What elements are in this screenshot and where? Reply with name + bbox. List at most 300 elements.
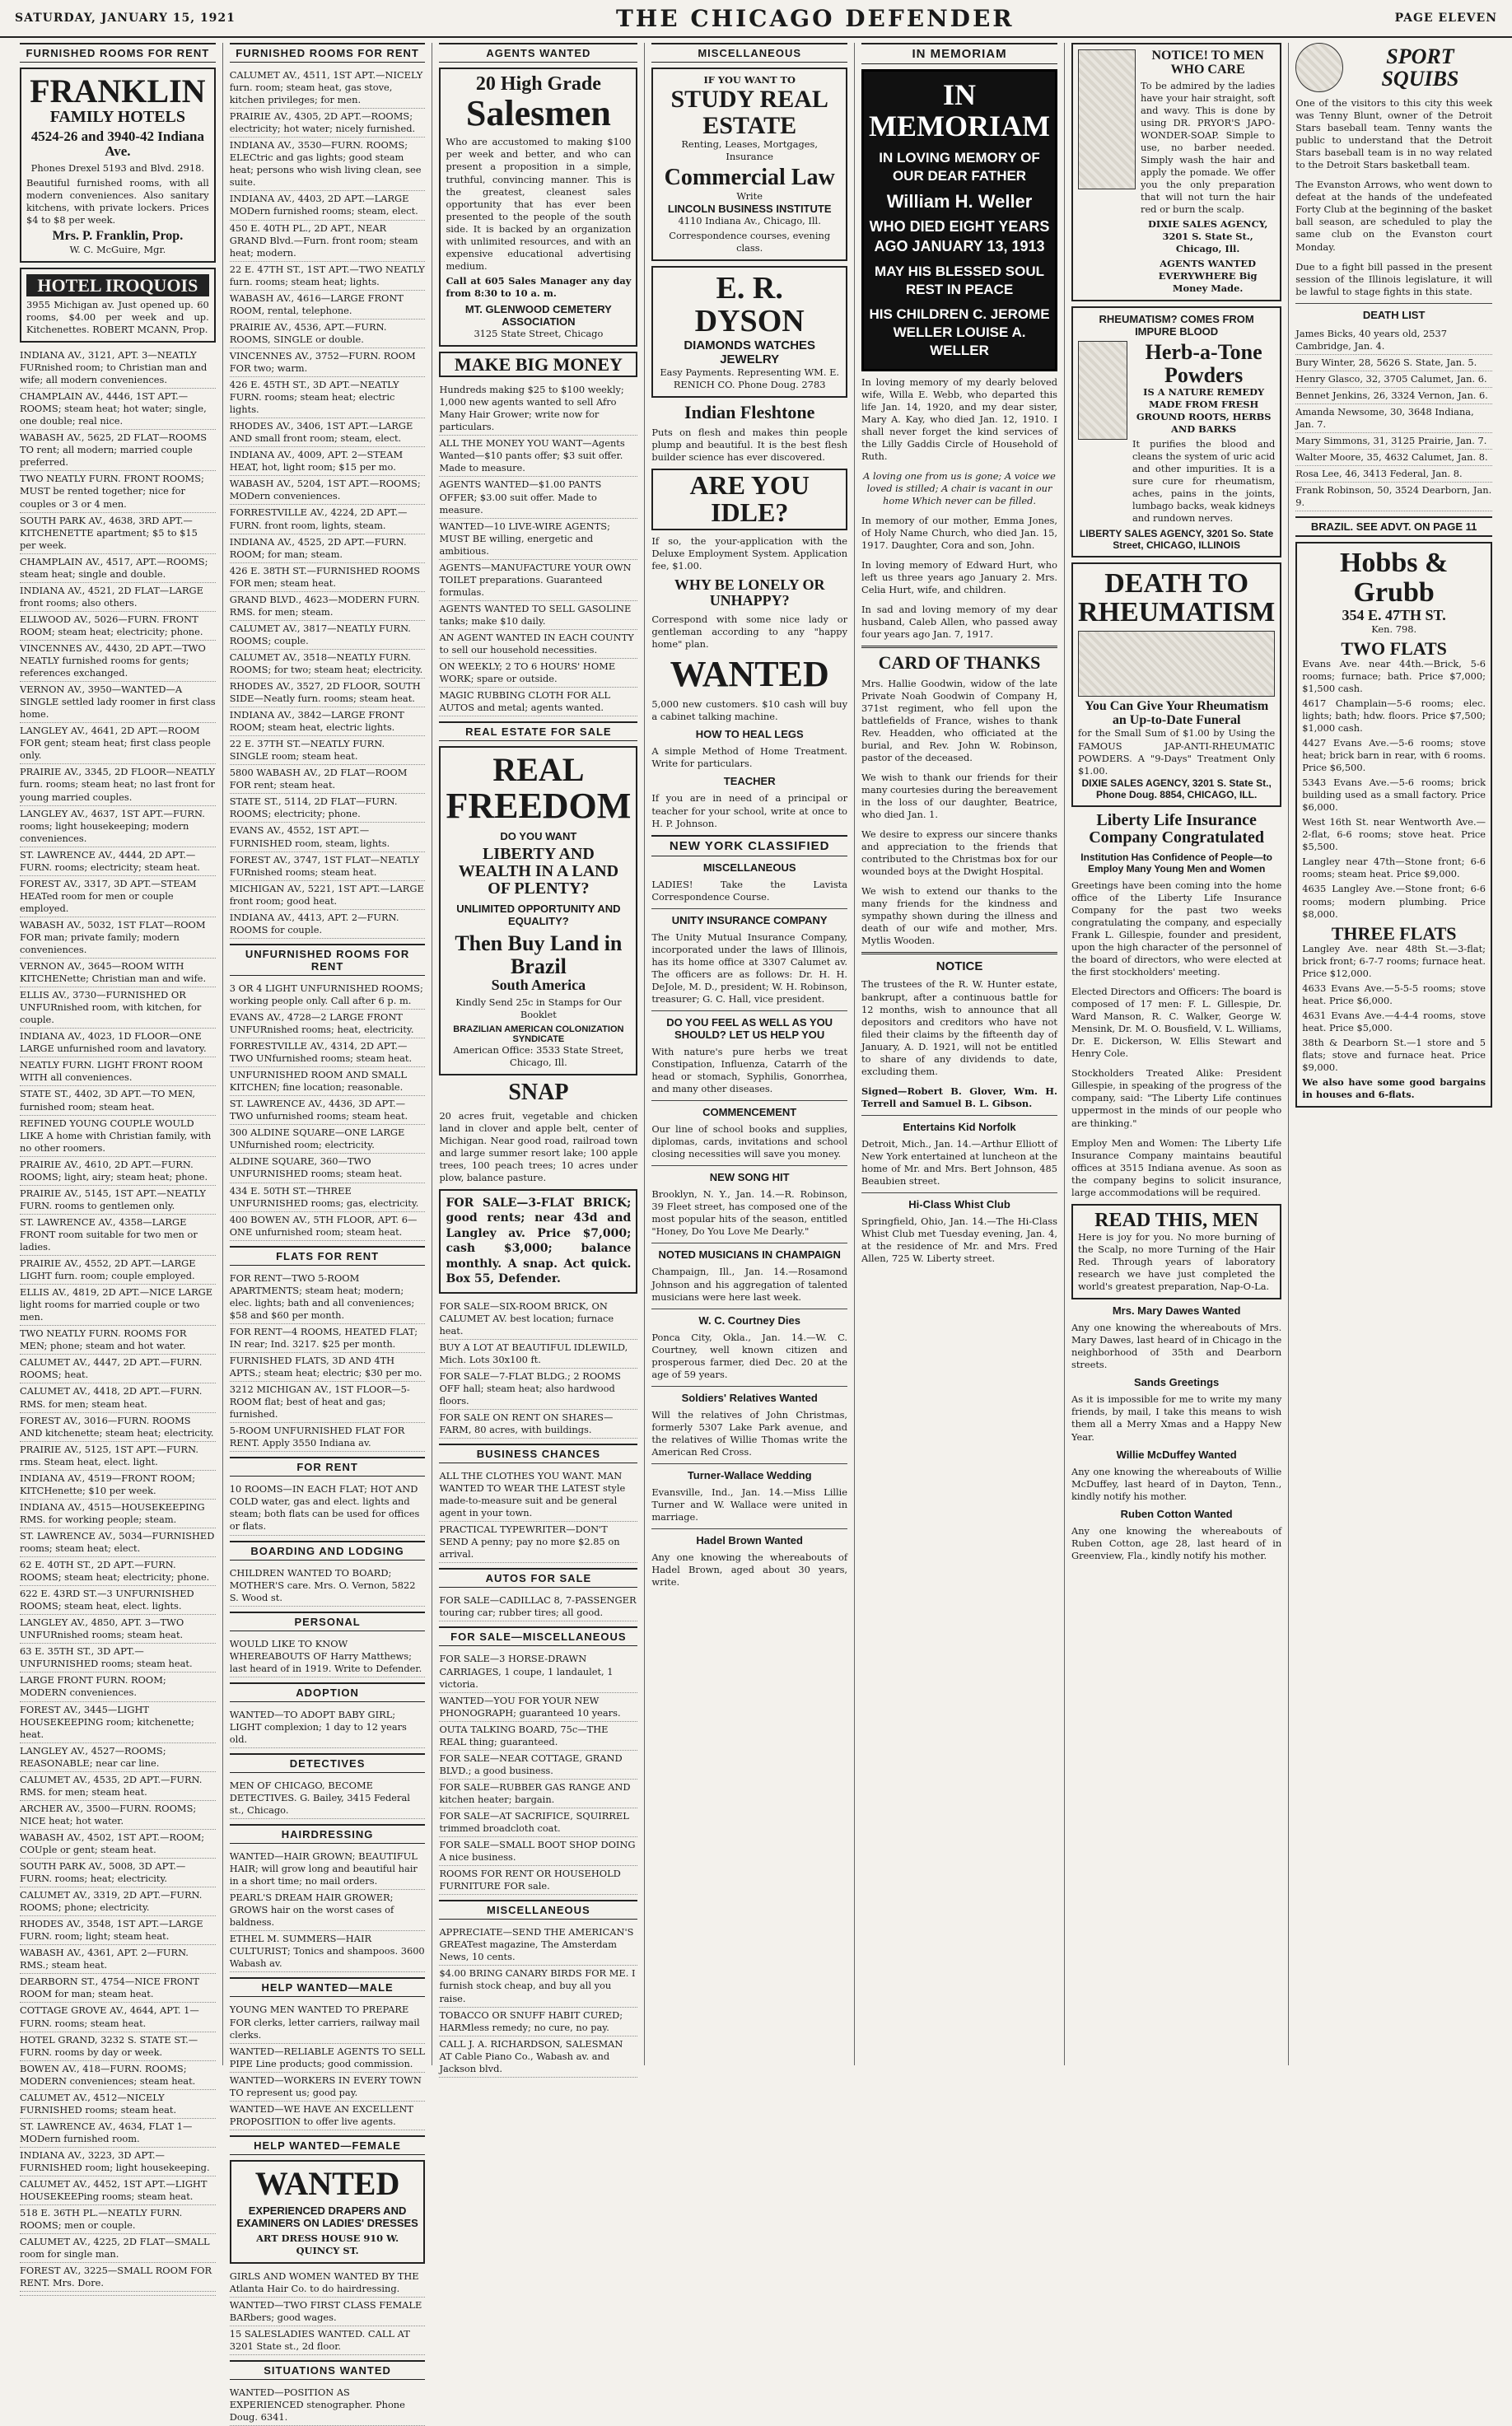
newspaper-columns	[13, 43, 1499, 2424]
soldiers-body: Will the relatives of John Christmas, formerly 5307 Lake Park avenue, and the relatives of Willie Thomas write the American Red Cross.	[651, 1408, 848, 1458]
song-title: NEW SONG HIT	[709, 1171, 790, 1184]
classified-ad: Hundreds making $25 to $100 weekly; 1,000 new agents wanted to sell Afro Many Hair Grower; write now for particulars.	[439, 382, 637, 436]
classified-ad: 300 ALDINE SQUARE—ONE LARGE UNfurnished room; electricity.	[230, 1125, 426, 1154]
section-header: UNFURNISHED ROOMS FOR RENT	[230, 944, 426, 976]
section-header: NEW YORK CLASSIFIED	[651, 835, 847, 856]
classified-ad: INDIANA AV., 4521, 2D FLAT—LARGE front rooms; also others.	[20, 583, 216, 612]
section-header: BOARDING AND LODGING	[230, 1541, 426, 1561]
snap-title: SNAP	[508, 1080, 569, 1106]
classified-ad: LARGE FRONT FURN. ROOM; MODERN conveniences.	[20, 1673, 216, 1701]
page-number: PAGE ELEVEN	[1394, 12, 1497, 25]
ad-subtitle: You Can Give Your Rheumatism an Up-to-Date Funeral	[1085, 698, 1269, 727]
classified-ad: ELLWOOD AV., 5026—FURN. FRONT ROOM; steam heat; electricity; phone.	[20, 612, 216, 641]
section-header: AGENTS WANTED	[439, 43, 637, 63]
ad-address: 354 E. 47TH ST.	[1342, 606, 1446, 623]
sport-squibs-header	[1295, 43, 1492, 92]
section-header: PERSONAL	[230, 1612, 426, 1631]
classified-list	[230, 68, 426, 939]
wanted-title: WANTED	[670, 654, 829, 695]
section-header: IN MEMORIAM	[861, 43, 1057, 64]
classified-ad: WANTED—WORKERS IN EVERY TOWN TO represent us; good pay.	[230, 2073, 426, 2102]
classified-ad: FOR RENT—4 ROOMS, HEATED FLAT; IN rear; Ind. 3217. $25 per month.	[230, 1324, 426, 1353]
cotton-body: Any one knowing the whereabouts of Ruben Cotton, age 28, last heard of in Greenview, Fla., kindly notify his mother.	[1071, 1524, 1282, 1561]
ad-agents: AGENTS WANTED EVERYWHERE Big Money Made.	[1158, 258, 1258, 295]
classified-ad: INDIANA AV., 4413, APT. 2—FURN. ROOMS for couple.	[230, 910, 426, 939]
section-header: BUSINESS CHANCES	[439, 1444, 637, 1463]
list-item: Bennet Jenkins, 26, 3324 Vernon, Jan. 6.	[1295, 388, 1492, 404]
men-who-care-ad	[1071, 43, 1281, 301]
ad-title-2: Commercial Law	[664, 165, 835, 191]
idle-body: If so, the your-application with the Deluxe Employment System. Application fee, $1.00.	[651, 535, 848, 572]
classified-ad: INDIANA AV., 4023, 1D FLOOR—ONE LARGE unfurnished room and lavatory.	[20, 1029, 216, 1057]
sands-title: Sands Greetings	[1133, 1376, 1220, 1389]
ad-org: LINCOLN BUSINESS INSTITUTE	[667, 202, 832, 215]
classified-ad: RHODES AV., 3548, 1ST APT.—LARGE FURN. room; light; steam heat.	[20, 1916, 216, 1945]
column-6	[1065, 43, 1289, 2065]
classified-ad: COTTAGE GROVE AV., 4644, APT. 1—FURN. rooms; steam heat.	[20, 2003, 216, 2032]
column-4	[645, 43, 855, 2065]
thanks-text: We desire to express our sincere thanks and appreciation to the friends that contributed to the Christmas box for our wounded boys at the Dwight Hospital.	[861, 828, 1057, 878]
section-header: REAL ESTATE FOR SALE	[439, 721, 637, 741]
ad-title: STUDY REAL ESTATE	[670, 86, 828, 139]
list-item: 4427 Evans Ave.—5-6 rooms; stove heat; brick barn in rear, with 6 rooms. Price $6,500.	[1302, 736, 1486, 774]
lonely-title: WHY BE LONELY OR UNHAPPY?	[674, 576, 825, 609]
list-item: Walter Moore, 35, 4632 Calumet, Jan. 8.	[1295, 450, 1492, 466]
classified-ad: ROOMS FOR RENT OR HOUSEHOLD FURNITURE FOR sale.	[439, 1866, 637, 1895]
classified-ad: LANGLEY AV., 4637, 1ST APT.—FURN. rooms; light housekeeping; modern conveniences.	[20, 806, 216, 847]
musicians-body: Champaign, Ill., Jan. 14.—Rosamond Johnson and his aggregation of talented musicians were here last week.	[651, 1266, 848, 1303]
classified-ad: INDIANA AV., 3223, 3D APT.—FURNISHED room; light housekeeping.	[20, 2148, 216, 2176]
classified-ad	[20, 2292, 216, 2296]
classified-ad: FOR RENT—TWO 5-ROOM APARTMENTS; steam heat; modern; elec. lights; bath and all conveniences; $58 and $60 per month.	[230, 1271, 426, 1324]
classified-ad: 3 OR 4 LIGHT UNFURNISHED ROOMS; working people only. Call after 6 p. m.	[230, 981, 426, 1010]
ad-body: for the Small Sum of $1.00 by Using the FAMOUS JAP-ANTI-RHEUMATIC POWDERS. A "9-Days" Treatment Only $1.00.	[1078, 727, 1276, 777]
ad-manager: W. C. McGuire, Mgr.	[69, 243, 166, 255]
classified-ad: CHILDREN WANTED TO BOARD; MOTHER'S care. Mrs. O. Vernon, 5822 S. Wood st.	[230, 1565, 426, 1607]
liberty-text: Stockholders Treated Alike: President Gillespie, in speaking of the progress of the company, said: "The Liberty Life continues uppermost in the minds of our people who are thinking."	[1071, 1067, 1282, 1129]
classified-ad: INDIANA AV., 4525, 2D APT.—FURN. ROOM; for man; steam.	[230, 534, 426, 563]
classified-ad: 400 BOWEN AV., 5TH FLOOR, APT. 6—ONE unfurnished room; steam heat.	[230, 1212, 426, 1241]
memorial-name: William H. Weller	[886, 190, 1033, 212]
classified-ad: INDIANA AV., 3121, APT. 3—NEATLY FURnished room; to Christian man and wife; all modern conveniences.	[20, 348, 216, 389]
sport-text: Due to a fight bill passed in the present session of the Illinois legislature, it will be lawful to stage fights in this state.	[1295, 260, 1492, 297]
ad-address: American Office: 3533 State Street, Chicago, Ill.	[453, 1044, 624, 1069]
death-to-rheumatism-ad	[1071, 562, 1281, 807]
list-item: Langley Ave. near 48th St.—3-flat; brick front; 6-7-7 rooms; furnace heat. Price $12,000.	[1302, 942, 1486, 979]
classified-ad: WANTED—TWO FIRST CLASS FEMALE BARbers; good wages.	[230, 2298, 426, 2326]
classified-ad: FOR SALE—7-FLAT BLDG.; 2 ROOMS OFF hall; steam heat; also hardwood floors.	[439, 1369, 637, 1410]
ad-call: Call at 605 Sales Manager any day from 8:30 to 10 a. m.	[446, 274, 632, 299]
classified-ad: AGENTS WANTED—$1.00 PANTS OFFER; $3.00 suit offer. Made to measure.	[439, 477, 637, 518]
classified-ad: WABASH AV., 4361, APT. 2—FURN. RMS.; steam heat.	[20, 1945, 216, 1974]
fleshtone-body: Puts on flesh and makes thin people plump and beautiful. It is the best flesh builder science has ever discovered.	[651, 426, 848, 463]
ad-title: Hobbs & Grubb	[1339, 548, 1449, 608]
classified-ad: STATE ST., 4402, 3D APT.—TO MEN, furnished room; steam heat.	[20, 1086, 216, 1115]
list-item: 4617 Champlain—5-6 rooms; elec. lights; bath; hdw. floors. Price $7,500; $1,000 cash.	[1302, 697, 1486, 734]
classified-ad: 622 E. 43RD ST.—3 UNFURNISHED ROOMS; steam heat, elect. lights.	[20, 1586, 216, 1615]
section-subheader: MISCELLANEOUS	[702, 861, 796, 874]
section-header: FURNISHED ROOMS FOR RENT	[20, 43, 216, 63]
ad-pretitle: RHEUMATISM? COMES FROM IMPURE BLOOD	[1099, 313, 1254, 338]
classified-ad: FOR SALE—RUBBER GAS RANGE AND kitchen heater; bargain.	[439, 1780, 637, 1808]
classified-ad: SOUTH PARK AV., 4638, 3RD APT.—KITCHENETTE apartment; $5 to $15 per week.	[20, 513, 216, 554]
section-header: ADOPTION	[230, 1682, 426, 1702]
classified-ad: WANTED—YOU FOR YOUR NEW PHONOGRAPH; guaranteed 10 years.	[439, 1693, 637, 1722]
classified-ad: FOR SALE—CADILLAC 8, 7-PASSENGER touring car; rubber tires; all good.	[439, 1593, 637, 1621]
section-header: FLATS FOR RENT	[230, 1246, 426, 1266]
song-body: Brooklyn, N. Y., Jan. 14.—R. Robinson, 39 Fleet street, has composed one of the most popular hits of the season, entitled "Honey, Do You Love Me Dearly."	[651, 1188, 848, 1238]
classified-ad: WANTED—POSITION AS EXPERIENCED stenographer. Phone Doug. 6341.	[230, 2385, 426, 2426]
classified-ad: ARCHER AV., 3500—FURN. ROOMS; NICE heat; hot water.	[20, 1801, 216, 1830]
classified-ad: ALL THE MONEY YOU WANT—Agents Wanted—$10 pants offer; $3 suit offer. Made to measure.	[439, 436, 637, 477]
unity-title: UNITY INSURANCE COMPANY	[671, 913, 828, 926]
classified-ad: EVANS AV., 4552, 1ST APT.—FURNISHED room, steam, lights.	[230, 823, 426, 851]
list-item: 4635 Langley Ave.—Stone front; 6-6 rooms; modern plumbing. Price $8,000.	[1302, 883, 1486, 920]
ad-title: DEATH TO RHEUMATISM	[1078, 567, 1276, 628]
classified-ad: FOR SALE—3 HORSE-DRAWN CARRIAGES, 1 coupe, 1 landaulet, 1 victoria.	[439, 1651, 637, 1692]
classified-ad: STATE ST., 5114, 2D FLAT—FURN. ROOMS; electricity; phone.	[230, 794, 426, 823]
classified-ad: VERNON AV., 3950—WANTED—A SINGLE settled lady roomer in first class home.	[20, 682, 216, 723]
ad-agency: DIXIE SALES AGENCY, 3201 S. State St., Chicago, Ill.	[1147, 218, 1268, 255]
ad-pretitle: REAL	[492, 751, 585, 789]
classified-ad: CALUMET AV., 3319, 2D APT.—FURN. ROOMS; phone; electricity.	[20, 1887, 216, 1916]
memorial-line: HIS CHILDREN C. JEROME WELLER LOUISE A. WELLER	[869, 306, 1050, 359]
classified-ad: CHAMPLAIN AV., 4446, 1ST APT.—ROOMS; steam heat; hot water; single, one double; real nice.	[20, 389, 216, 430]
classified-ad: ALDINE SQUARE, 360—TWO UNFURNISHED rooms; steam heat.	[230, 1154, 426, 1183]
classified-ad: WOULD LIKE TO KNOW WHEREABOUTS OF Harry Matthews; last heard of in 1919. Write to Defender.	[230, 1636, 426, 1677]
ad-phone: Phones Drexel 5193 and Blvd. 2918.	[30, 161, 205, 174]
classified-ad: 518 E. 36TH PL.—NEATLY FURN. ROOMS; men or couple.	[20, 2205, 216, 2234]
classified-ad: PEARL'S DREAM HAIR GROWER; GROWS hair on the worst cases of baldness.	[230, 1890, 426, 1931]
classified-ad: INDIANA AV., 3842—LARGE FRONT ROOM; steam heat, electric lights.	[230, 707, 426, 736]
classified-ad: 10 ROOMS—IN EACH FLAT; HOT AND COLD water, gas and elect. lights and steam; both flats can be used for offices or flats.	[230, 1481, 426, 1535]
classified-ad: FOR SALE—SMALL BOOT SHOP DOING A nice business.	[439, 1837, 637, 1866]
feel-well-body: With nature's pure herbs we treat Constipation, Influenza, Catarrh of the head or stomach, Syphilis, Gonorrhea, and many other diseases.	[651, 1045, 848, 1095]
classified-ad: SOUTH PARK AV., 5008, 3D APT.—FURN. rooms; heat; electricity.	[20, 1859, 216, 1887]
classified-ad: FOREST AV., 3016—FURN. ROOMS AND kitchenette; steam heat; electricity.	[20, 1413, 216, 1442]
classified-list	[230, 1271, 426, 1453]
whist-body: Springfield, Ohio, Jan. 14.—The Hi-Class Whist Club met Tuesday evening, Jan. 4, at the residence of Mr. and Mrs. Fred Allen, 725 W. Liberty street.	[861, 1215, 1057, 1265]
classified-ad: ST. LAWRENCE AV., 4444, 2D APT.—FURN. rooms; electricity; steam heat.	[20, 847, 216, 876]
classified-ad: WANTED—WE HAVE AN EXCELLENT PROPOSITION to offer live agents.	[230, 2102, 426, 2130]
classified-ad: RHODES AV., 3527, 2D FLOOR, SOUTH SIDE—Neatly furn. rooms; steam heat.	[230, 679, 426, 707]
section-header: HELP WANTED—MALE	[230, 1977, 426, 1997]
classified-ad: FOR SALE—AT SACRIFICE, SQUIRREL trimmed broadcloth coat.	[439, 1808, 637, 1837]
section-header: FOR RENT	[230, 1457, 426, 1477]
thanks-text: We wish to extend our thanks to the many friends for the kindness and sympathy shown during the illness and death of our wife and mother, Mrs. Mytlis Wooden.	[861, 885, 1057, 947]
classified-ad: WABASH AV., 4502, 1ST APT.—ROOM; COUple or gent; steam heat.	[20, 1830, 216, 1859]
classified-ad: CHAMPLAIN AV., 4517, APT.—ROOMS; steam heat; single and double.	[20, 554, 216, 583]
commencement-title: COMMENCEMENT	[702, 1106, 797, 1119]
lonely-body: Correspond with some nice lady or gentleman according to any "happy home" plan.	[651, 613, 848, 651]
section-header: MISCELLANEOUS	[439, 1900, 637, 1920]
ad-callout-sub: South America	[491, 977, 586, 994]
classified-ad: 15 SALESLADIES WANTED. CALL AT 3201 State st., 2d floor.	[230, 2326, 426, 2355]
list-item: Bury Winter, 28, 5626 S. State, Jan. 5.	[1295, 355, 1492, 371]
classified-ad: 434 E. 50TH ST.—THREE UNFURNISHED rooms; gas, electricity.	[230, 1183, 426, 1212]
classified-list	[230, 2269, 426, 2355]
classified-list	[439, 1651, 637, 1895]
death-list-title: DEATH LIST	[1362, 308, 1426, 321]
list-item: Rosa Lee, 46, 3413 Federal, Jan. 8.	[1295, 466, 1492, 483]
ad-title: FREEDOM	[446, 786, 632, 827]
classified-ad: VINCENNES AV., 3752—FURN. ROOM FOR two; warm.	[230, 348, 426, 377]
classified-ad: INDIANA AV., 4515—HOUSEKEEPING RMS. for working people; steam.	[20, 1500, 216, 1528]
herb-a-tone-ad	[1071, 306, 1281, 557]
ad-callout: Then Buy Land in Brazil	[455, 931, 623, 978]
section-header: MISCELLANEOUS	[651, 43, 847, 63]
classified-ad: FOREST AV., 3747, 1ST FLAT—NEATLY FURnished rooms; steam heat.	[230, 852, 426, 881]
classified-ad: AGENTS—MANUFACTURE YOUR OWN TOILET preparations. Guaranteed formulas.	[439, 560, 637, 601]
ad-proprietor: Mrs. P. Franklin, Prop.	[52, 228, 184, 243]
hobbs-grubb-ad	[1295, 542, 1492, 1108]
classified-ad: CALL J. A. RICHARDSON, SALESMAN AT Cable Piano Co., Wabash av. and Jackson blvd.	[439, 2036, 637, 2078]
classified-ad: VERNON AV., 3645—ROOM WITH KITCHENette; Christian man and wife.	[20, 959, 216, 987]
classified-ad: FOR SALE ON RENT ON SHARES—FARM, 80 acres, with buildings.	[439, 1410, 637, 1439]
brazil-note: BRAZIL. SEE ADVT. ON PAGE 11	[1295, 516, 1492, 537]
commencement-body: Our line of school books and supplies, diplomas, cards, invitations and school closing necessities will save you money.	[651, 1123, 848, 1160]
teacher-body: If you are in need of a principal or teacher for your school, write at once to H. P. Johnson.	[651, 792, 848, 829]
classified-ad: WANTED—HAIR GROWN; BEAUTIFUL HAIR; will grow long and beautiful hair in a short time; no mail orders.	[230, 1849, 426, 1890]
list-item: Langley near 47th—Stone front; 6-6 rooms; steam heat. Price $9,000.	[1302, 856, 1486, 880]
classified-ad: TWO NEATLY FURN. FRONT ROOMS; MUST be rented together; nice for couples or 3 or 4 men.	[20, 471, 216, 512]
classified-ad: 22 E. 37TH ST.—NEATLY FURN. SINGLE room; steam heat.	[230, 736, 426, 765]
ad-body: To be admired by the ladies have your hair straight, soft and wavy. This is done by using DR. PRYOR'S JAPO-WONDER-SOAP. Simple to use, no barber needed. Simply wash the hair and apply the pomade. We offer you the only preparation that will not turn the hair red or burn the scalp.	[1141, 79, 1276, 216]
classified-ad: BOWEN AV., 418—FURN. ROOMS; MODERN conveniences; steam heat.	[20, 2061, 216, 2090]
cotton-title: Ruben Cotton Wanted	[1120, 1507, 1233, 1520]
funeral-car-illustration-icon	[1078, 631, 1275, 697]
memorial-text: In loving memory of my dearly beloved wife, Willa E. Webb, who departed this life Jan. 14, 1920, and my dear sister, Mary A. Kay, who died Jan. 12, 1910. I shall never forget the kind services of the Lilly Gaddis Circle of Household of Ruth.	[861, 376, 1057, 462]
thanks-title: CARD OF THANKS	[878, 652, 1041, 674]
study-real-estate-ad	[651, 68, 847, 261]
classified-ad: TWO NEATLY FURN. ROOMS FOR MEN; phone; steam and hot water.	[20, 1326, 216, 1355]
section-header: FOR SALE—MISCELLANEOUS	[439, 1626, 637, 1646]
entertains-body: Detroit, Mich., Jan. 14.—Arthur Elliott of New York entertained at luncheon at the home of Mr. and Mrs. Bert Johnson, 485 Beaubien street.	[861, 1137, 1057, 1187]
classified-ad: ON WEEKLY; 2 TO 6 HOURS' HOME WORK; spare or outside.	[439, 659, 637, 688]
column-1	[13, 43, 223, 2289]
ad-title: NOTICE! TO MEN WHO CARE	[1151, 49, 1264, 77]
classified-ad: MEN OF CHICAGO, BECOME DETECTIVES. G. Bailey, 3415 Federal st., Chicago.	[230, 1778, 426, 1819]
classified-ad: FOR SALE—SIX-ROOM BRICK, ON CALUMET AV. best location; furnace heat.	[439, 1299, 637, 1340]
hadel-title: Hadel Brown Wanted	[696, 1534, 803, 1547]
dawes-body: Any one knowing the whereabouts of Mrs. Mary Dawes, last heard of in Chicago in the neighborhood of 35th and Dearborn streets.	[1071, 1322, 1282, 1371]
classified-ad: CALUMET AV., 3817—NEATLY FURN. ROOMS; couple.	[230, 621, 426, 650]
classified-ad: AN AGENT WANTED IN EACH COUNTY to sell our household necessities.	[439, 630, 637, 659]
section-header: FURNISHED ROOMS FOR RENT	[230, 43, 426, 63]
list-item: 38th & Dearborn St.—1 store and 5 flats; stove and furnace heat. Price $9,000.	[1302, 1037, 1486, 1074]
drapers-wanted-ad	[230, 2160, 426, 2264]
ad-pretitle: IF YOU WANT TO	[703, 74, 796, 86]
classified-ad: ST. LAWRENCE AV., 4634, FLAT 1—MODern furnished room.	[20, 2119, 216, 2148]
turner-body: Evansville, Ind., Jan. 14.—Miss Lillie Turner and W. Wallace were united in marriage.	[651, 1486, 848, 1523]
classified-ad: 5-ROOM UNFURNISHED FLAT FOR RENT. Apply 3550 Indiana av.	[230, 1423, 426, 1452]
ad-address: 4110 Indiana Av., Chicago, Ill.	[678, 214, 821, 226]
classified-ad: 3212 MICHIGAN AV., 1ST FLOOR—5-ROOM flat; best of heat and gas; furnished.	[230, 1382, 426, 1423]
salesmen-ad	[439, 68, 637, 347]
two-flats-title: TWO FLATS	[1341, 637, 1447, 659]
memorial-verse: A loving one from us is gone; A voice we loved is stilled; A chair is vacant in our home Which never can be filled.	[863, 469, 1056, 506]
classified-ad: CALUMET AV., 4535, 2D APT.—FURN. RMS. for men; steam heat.	[20, 1772, 216, 1801]
classified-list	[439, 382, 637, 716]
list-item: West 16th St. near Wentworth Ave.—2-flat, 6-6 rooms; stove heat. Price $5,500.	[1302, 816, 1486, 853]
section-header: SITUATIONS WANTED	[230, 2360, 426, 2380]
memorial-line: MAY HIS BLESSED SOUL REST IN PEACE	[875, 264, 1044, 298]
classified-ad: PRAIRIE AV., 4610, 2D APT.—FURN. ROOMS; light, airy; steam heat; phone.	[20, 1157, 216, 1186]
classified-ad: FOREST AV., 3445—LIGHT HOUSEKEEPING room; kitchenette; heat.	[20, 1702, 216, 1743]
ad-org: MT. GLENWOOD CEMETERY ASSOCIATION	[464, 302, 612, 328]
ad-body: Beautiful furnished rooms, with all modern conveniences. Also sanitary kitchens, with private lockers. Prices $4 to $8 per week.	[26, 176, 209, 226]
classified-ad: PRACTICAL TYPEWRITER—DON'T SEND A penny; pay no more $2.85 on arrival.	[439, 1522, 637, 1563]
classified-ad: CALUMET AV., 4512—NICELY FURNISHED rooms; steam heat.	[20, 2090, 216, 2119]
ad-title: WANTED	[254, 2164, 400, 2202]
classified-list	[230, 1849, 426, 1972]
hotel-iroquois-ad	[20, 268, 216, 343]
classified-ad: WANTED—TO ADOPT BABY GIRL; LIGHT complexion; 1 day to 12 years old.	[230, 1707, 426, 1748]
classified-ad: 22 E. 47TH ST., 1ST APT.—TWO NEATLY furn. rooms; steam heat; lights.	[230, 262, 426, 291]
list-item: Henry Glasco, 32, 3705 Calumet, Jan. 6.	[1295, 371, 1492, 388]
classified-ad: YOUNG MEN WANTED TO PREPARE FOR clerks, letter carriers, railway mail clerks.	[230, 2002, 426, 2043]
feel-well-title: DO YOU FEEL AS WELL AS YOU SHOULD? LET US HELP YOU	[666, 1015, 833, 1041]
classified-ad: RHODES AV., 3406, 1ST APT.—LARGE AND small front room; steam, elect.	[230, 418, 426, 447]
classified-ad: INDIANA AV., 4519—FRONT ROOM; KITCHenette; $10 per week.	[20, 1471, 216, 1500]
ad-subtitle: Renting, Leases, Mortgages, Insurance	[681, 138, 818, 163]
ad-body: FOR SALE—3-FLAT BRICK; good rents; near 43d and Langley av. Price $7,000; cash $3,000; balance monthly. A snap. Act quick. Box 55, Defender.	[446, 1196, 632, 1286]
classified-ad: FOREST AV., 3317, 3D APT.—STEAM HEATed room for men or couple employed.	[20, 876, 216, 917]
ad-address: 4524-26 and 3940-42 Indiana Ave.	[30, 128, 204, 159]
ad-title: E. R. DYSON	[694, 270, 805, 338]
list-item: 4631 Evans Ave.—4-4-4 rooms, stove heat. Price $5,000.	[1302, 1009, 1486, 1033]
list-item: Evans Ave. near 44th.—Brick, 5-6 rooms; furnace; bath. Price $7,000; $1,500 cash.	[1302, 657, 1486, 694]
woman-illustration-icon	[1078, 341, 1127, 440]
classified-ad: LANGLEY AV., 4641, 2D APT.—ROOM FOR gent; steam heat; first class people only.	[20, 723, 216, 764]
notice-body: The trustees of the R. W. Hunter estate, bankrupt, after a continuous battle for 12 months, wish to announce that all depositors and creditors who have not filed their claims by the fifteenth day of January, A. D. 1921, will not be entitled to share of any dividends to date, excluding them.	[861, 978, 1057, 1077]
ad-title: HOTEL IROQUOIS	[26, 274, 209, 296]
classified-list	[439, 1299, 637, 1439]
issue-date: SATURDAY, JANUARY 15, 1921	[15, 12, 236, 25]
sport-text: One of the visitors to this city this week was Tenny Blunt, owner of the Detroit Stars baseball team. Tenny wants the public to understand that the Detroit Stars baseball team is in no way related to the Detroit Stars basketball team.	[1295, 97, 1492, 171]
classified-ad: REFINED YOUNG COUPLE WOULD LIKE A home with Christian family, with no other roomers.	[20, 1116, 216, 1157]
turner-title: Turner-Wallace Wedding	[687, 1469, 812, 1481]
unity-body: The Unity Mutual Insurance Company, incorporated under the laws of Illinois, has its home office at 3307 Calumet av. The officers are as follows: Dr. H. H. DeJole, M. D., president; W. H. Robinson, treasurer; G. C. Hall, vice president.	[651, 931, 848, 1005]
ad-title: READ THIS, MEN	[1094, 1209, 1259, 1231]
classified-ad: 5800 WABASH AV., 2D FLAT—ROOM FOR rent; steam heat.	[230, 765, 426, 794]
whist-title: Hi-Class Whist Club	[908, 1198, 1010, 1211]
man-illustration-icon	[1078, 49, 1136, 189]
classified-ad: CALUMET AV., 3518—NEATLY FURN. ROOMS; for two; steam heat; electricity.	[230, 650, 426, 679]
sands-body: As it is impossible for me to write my many friends, by mail, I take this means to wish them all a Merry Xmas and a Happy New Year.	[1071, 1393, 1282, 1443]
classified-ad: APPRECIATE—SEND THE AMERICAN'S GREATest magazine, The Amsterdam News, 10 cents.	[439, 1924, 637, 1966]
ad-org: BRAZILIAN AMERICAN COLONIZATION SYNDICATE	[453, 1024, 624, 1045]
three-flats-title: THREE FLATS	[1331, 922, 1457, 944]
classified-ad: LANGLEY AV., 4527—ROOMS; REASONABLE; near car line.	[20, 1743, 216, 1772]
mcduffey-title: Willie McDuffey Wanted	[1116, 1448, 1237, 1461]
notice-title: NOTICE	[936, 959, 983, 974]
classified-ad: ST. LAWRENCE AV., 4436, 3D APT.—TWO unfurnished rooms; steam heat.	[230, 1096, 426, 1125]
classified-ad: MICHIGAN AV., 5221, 1ST APT.—LARGE front room; good heat.	[230, 881, 426, 910]
soldiers-title: Soldiers' Relatives Wanted	[681, 1391, 818, 1404]
classified-ad: UNFURNISHED ROOM AND SMALL KITCHEN; fine location; reasonable.	[230, 1067, 426, 1096]
ad-subtitle: FAMILY HOTELS	[49, 108, 185, 126]
classified-ad: CALUMET AV., 4447, 2D APT.—FURN. ROOMS; heat.	[20, 1355, 216, 1383]
classified-ad: PRAIRIE AV., 4536, APT.—FURN. ROOMS, SINGLE or double.	[230, 320, 426, 348]
classified-ad: GRAND BLVD., 4623—MODERN FURN. RMS. for men; steam.	[230, 592, 426, 621]
classified-ad: 62 E. 40TH ST., 2D APT.—FURN. ROOMS; steam heat; electricity; phone.	[20, 1557, 216, 1586]
ad-agency: DIXIE SALES AGENCY, 3201 S. State St., Phone Doug. 8854, CHICAGO, ILL.	[1081, 777, 1272, 800]
classified-ad: CALUMET AV., 4225, 2D FLAT—SMALL room for single man.	[20, 2234, 216, 2263]
classified-ad: FORRESTVILLE AV., 4314, 2D APT.—TWO UNfurnished rooms; steam heat.	[230, 1038, 426, 1067]
classified-ad: ETHEL M. SUMMERS—HAIR CULTURIST; Tonics and shampoos. 3600 Wabash av.	[230, 1931, 426, 1972]
classified-ad: MAGIC RUBBING CLOTH FOR ALL AUTOS and metal; agents wanted.	[439, 688, 637, 716]
howto-body: A simple Method of Home Treatment. Write for particulars.	[651, 745, 848, 770]
ad-question: UNLIMITED OPPORTUNITY AND EQUALITY?	[456, 903, 621, 928]
classified-ad: 63 E. 35TH ST., 3D APT.—UNFURNISHED rooms; steam heat.	[20, 1644, 216, 1673]
ad-agency: LIBERTY SALES AGENCY, 3201 So. State Street, CHICAGO, ILLINOIS	[1079, 527, 1274, 551]
ad-note: Kindly Send 25c in Stamps for Our Booklet	[455, 996, 622, 1020]
classified-ad: ELLIS AV., 3730—FURNISHED OR UNFURnished room, with kitchen, for couple.	[20, 987, 216, 1029]
classified-list	[230, 981, 426, 1241]
column-5	[855, 43, 1065, 2065]
notice-signature: Signed—Robert B. Glover, Wm. H. Terrell and Samuel B. L. Gibson.	[861, 1085, 1057, 1109]
ad-phone: Ken. 798.	[1371, 623, 1417, 635]
read-this-men-ad	[1071, 1204, 1281, 1299]
section-header: HAIRDRESSING	[230, 1824, 426, 1844]
classified-ad: HOTEL GRAND, 3232 S. STATE ST.—FURN. rooms by day or week.	[20, 2032, 216, 2061]
ad-title: FRANKLIN	[30, 72, 206, 110]
franklin-hotels-ad	[20, 68, 216, 263]
classified-ad: WABASH AV., 5032, 1ST FLAT—ROOM FOR man; private family; modern conveniences.	[20, 917, 216, 959]
list-item: Amanda Newsome, 30, 3648 Indiana, Jan. 7.	[1295, 404, 1492, 433]
ad-question: LIBERTY AND WEALTH IN A LAND OF PLENTY?	[458, 845, 619, 898]
classified-list	[230, 2002, 426, 2130]
list-item: Mary Simmons, 31, 3125 Prairie, Jan. 7.	[1295, 433, 1492, 450]
classified-ad: CALUMET AV., 4452, 1ST APT.—LIGHT HOUSEKEEPing rooms; steam heat.	[20, 2176, 216, 2205]
hadel-body: Any one knowing the whereabouts of Hadel Brown, aged about 30 years, write.	[651, 1551, 848, 1589]
classified-ad: INDIANA AV., 4009, APT. 2—STEAM HEAT, hot, light room; $15 per mo.	[230, 447, 426, 476]
liberty-text: Employ Men and Women: The Liberty Life Insurance Company maintains beautiful offices at 3515 Indiana avenue. As soon as the company begins to solicit insurance, large accommodations will be required.	[1071, 1136, 1282, 1198]
ad-address: 3125 State Street, Chicago	[474, 327, 604, 339]
ad-footer: We also have some good bargains in houses and 6-flats.	[1302, 1076, 1486, 1101]
fleshtone-title: Indian Fleshtone	[684, 401, 815, 422]
classified-ad: GIRLS AND WOMEN WANTED BY THE Atlanta Hair Co. to do hairdressing.	[230, 2269, 426, 2298]
classified-ad: CALUMET AV., 4511, 1ST APT.—NICELY furn. room; steam heat, gas stove, kitchen privileges; for men.	[230, 68, 426, 109]
memorial-notice	[861, 69, 1057, 371]
classified-ad: CALUMET AV., 4418, 2D APT.—FURN. RMS. for men; steam heat.	[20, 1383, 216, 1412]
classified-list	[20, 348, 216, 2296]
classified-ad: TOBACCO OR SNUFF HABIT CURED; HARMless remedy; no cure, no pay.	[439, 2008, 637, 2036]
nyc-body: LADIES! Take the Lavista Correspondence Course.	[651, 878, 848, 903]
classified-ad: OUTA TALKING BOARD, 75c—THE REAL thing; guaranteed.	[439, 1722, 637, 1751]
classified-ad: LANGLEY AV., 4850, APT. 3—TWO UNFURnished rooms; steam heat.	[20, 1615, 216, 1644]
thanks-text: We wish to thank our friends for their many courtesies during the bereavement in the loss of our daughter, Beatrice, who died Jan. 1.	[861, 771, 1057, 820]
dyson-jewelry-ad	[651, 266, 847, 398]
classified-ad: FORRESTVILLE AV., 4224, 2D APT.—FURN. front room, lights, steam.	[230, 505, 426, 534]
mcduffey-body: Any one knowing the whereabouts of Willie McDuffey, last heard of in Dayton, Tenn., kindly notify his mother.	[1071, 1465, 1282, 1502]
classified-ad: NEATLY FURN. LIGHT FRONT ROOM WITH all conveniences.	[20, 1057, 216, 1086]
classified-ad: EVANS AV., 4728—2 LARGE FRONT UNFURnished rooms; heat, electricity.	[230, 1010, 426, 1038]
ad-title: Salesmen	[465, 93, 611, 134]
ad-subtitle: DIAMONDS WATCHES JEWELRY	[684, 338, 816, 366]
classified-ad: INDIANA AV., 4403, 2D APT.—LARGE MODern furnished rooms; steam, elect.	[230, 191, 426, 220]
classified-ad: PRAIRIE AV., 4305, 2D APT.—ROOMS; electricity; hot water; nicely furnished.	[230, 109, 426, 138]
classified-list	[439, 1924, 637, 2078]
list-item: James Bicks, 40 years old, 2537 Cambridge, Jan. 4.	[1295, 326, 1492, 355]
classified-ad: BUY A LOT AT BEAUTIFUL IDLEWILD, Mich. Lots 30x100 ft.	[439, 1340, 637, 1369]
courtney-body: Ponca City, Okla., Jan. 14.—W. C. Courtney, well known citizen and prosperous farmer, died Dec. 20 at the age of 59 years.	[651, 1331, 848, 1380]
classified-ad: ELLIS AV., 4819, 2D APT.—NICE LARGE light rooms for married couple or two men.	[20, 1285, 216, 1326]
classified-ad: VINCENNES AV., 4430, 2D APT.—TWO NEATLY furnished rooms for gents; references exchanged.	[20, 641, 216, 682]
ad-write: Write	[736, 189, 763, 202]
classified-ad: ST. LAWRENCE AV., 4358—LARGE FRONT room suitable for two men or ladies.	[20, 1215, 216, 1256]
